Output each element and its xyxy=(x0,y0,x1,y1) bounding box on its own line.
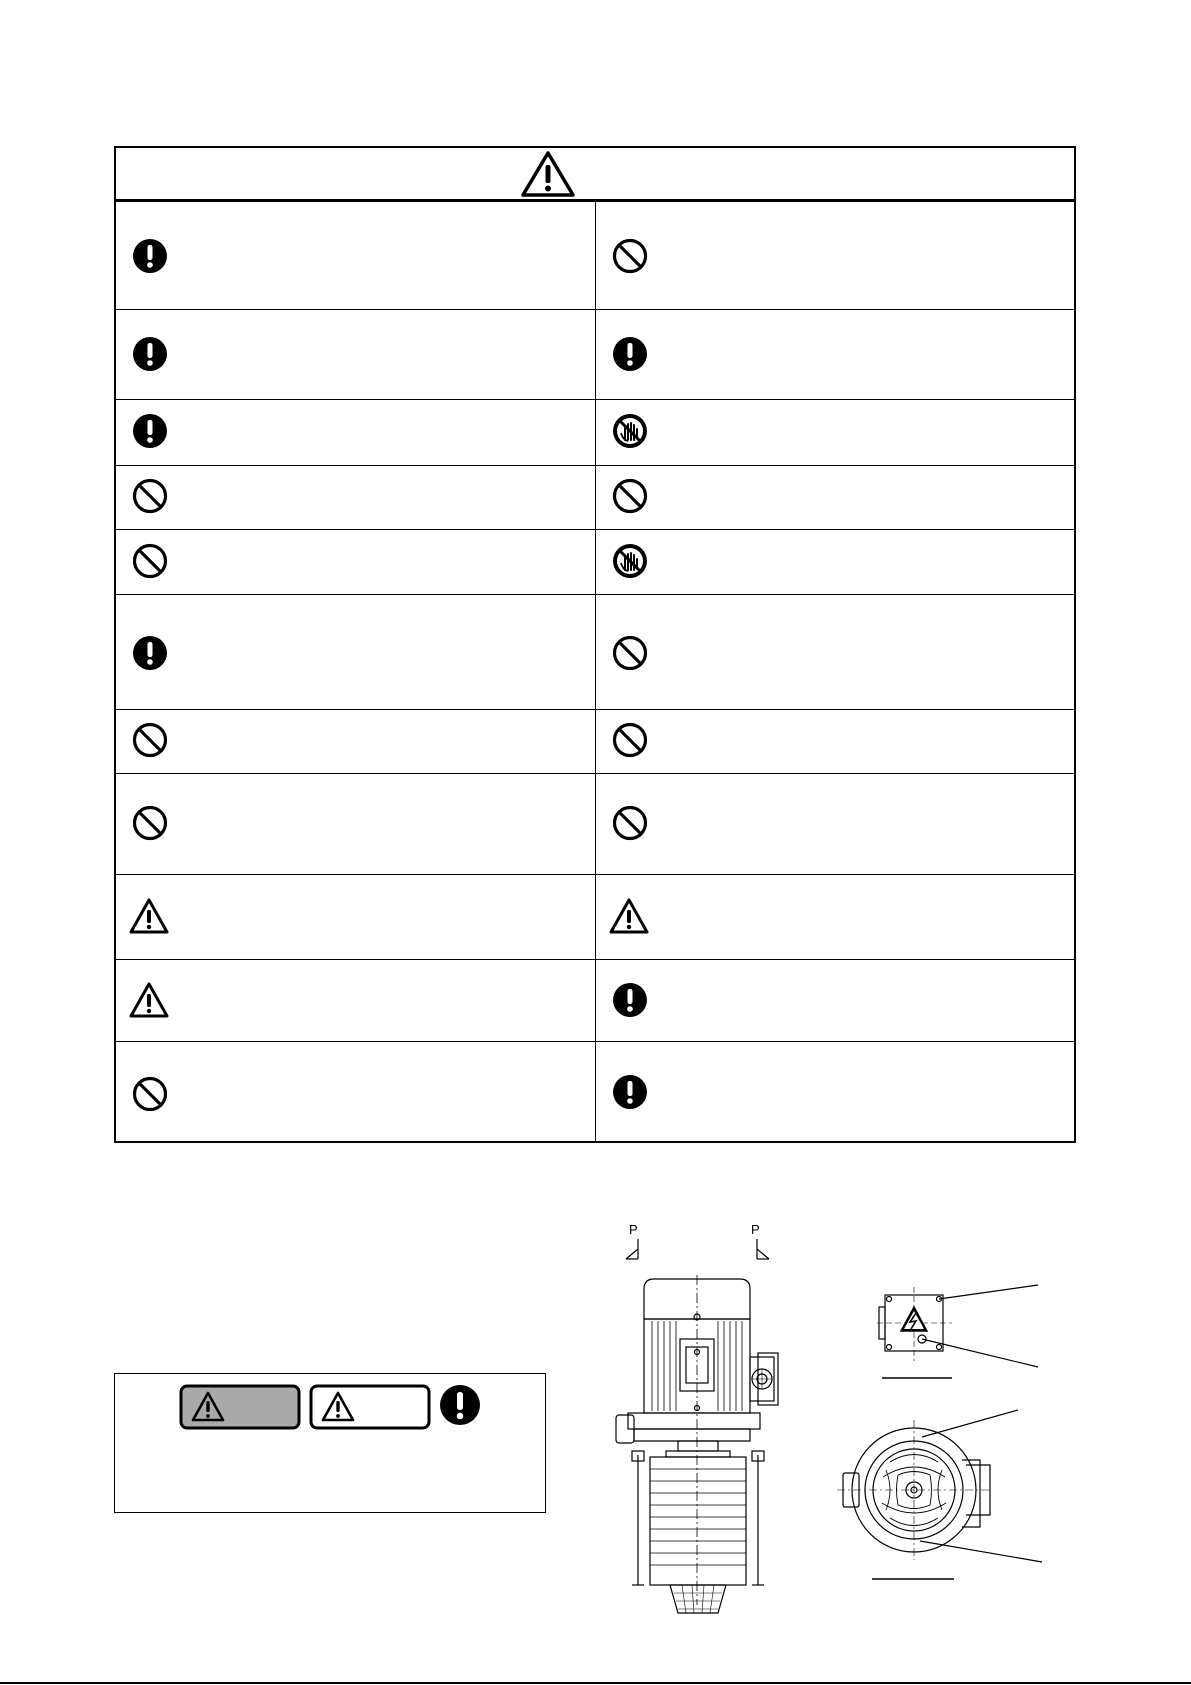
row-separator xyxy=(116,399,1074,400)
prohibition-icon xyxy=(612,722,648,758)
pump-technical-drawing xyxy=(600,1215,1060,1615)
prohibition-icon xyxy=(612,635,648,671)
row-separator xyxy=(116,874,1074,875)
prohibition-icon xyxy=(132,722,168,758)
mandatory-action-icon xyxy=(612,1074,648,1110)
prohibition-icon xyxy=(132,478,168,514)
row-separator xyxy=(116,773,1074,774)
electric-hazard-icon xyxy=(901,1307,927,1331)
mandatory-action-icon xyxy=(612,982,648,1018)
row-separator xyxy=(116,465,1074,466)
mandatory-action-icon xyxy=(132,238,168,274)
warning-label-box xyxy=(114,1373,546,1513)
row-separator xyxy=(116,1041,1074,1042)
prohibition-icon xyxy=(132,543,168,579)
mandatory-action-icon xyxy=(132,336,168,372)
row-separator xyxy=(116,959,1074,960)
pump-drawing-svg xyxy=(600,1215,1060,1615)
mandatory-action-icon xyxy=(132,413,168,449)
prohibition-icon xyxy=(132,1076,168,1112)
caution-triangle-icon xyxy=(128,897,170,935)
column-divider xyxy=(595,202,596,1141)
safety-warnings-table xyxy=(114,146,1076,1143)
view-marker-right: P xyxy=(751,1222,760,1237)
prohibition-icon xyxy=(612,238,648,274)
warning-label-badge xyxy=(309,1384,431,1430)
caution-triangle-icon xyxy=(128,981,170,1019)
row-separator xyxy=(116,309,1074,310)
caution-triangle-icon xyxy=(608,897,650,935)
row-separator xyxy=(116,594,1074,595)
row-separator xyxy=(116,529,1074,530)
view-marker-left: P xyxy=(629,1222,638,1237)
row-separator xyxy=(116,709,1074,710)
danger-label-badge xyxy=(179,1384,301,1430)
mandatory-action-icon xyxy=(438,1383,482,1427)
warning-triangle-icon xyxy=(520,150,576,198)
mandatory-action-icon xyxy=(132,635,168,671)
do-not-touch-icon xyxy=(612,413,648,449)
prohibition-icon xyxy=(132,805,168,841)
page-bottom-rule xyxy=(0,1682,1191,1684)
mandatory-action-icon xyxy=(612,336,648,372)
table-header xyxy=(116,148,1074,202)
do-not-touch-icon xyxy=(612,543,648,579)
prohibition-icon xyxy=(612,805,648,841)
prohibition-icon xyxy=(612,478,648,514)
